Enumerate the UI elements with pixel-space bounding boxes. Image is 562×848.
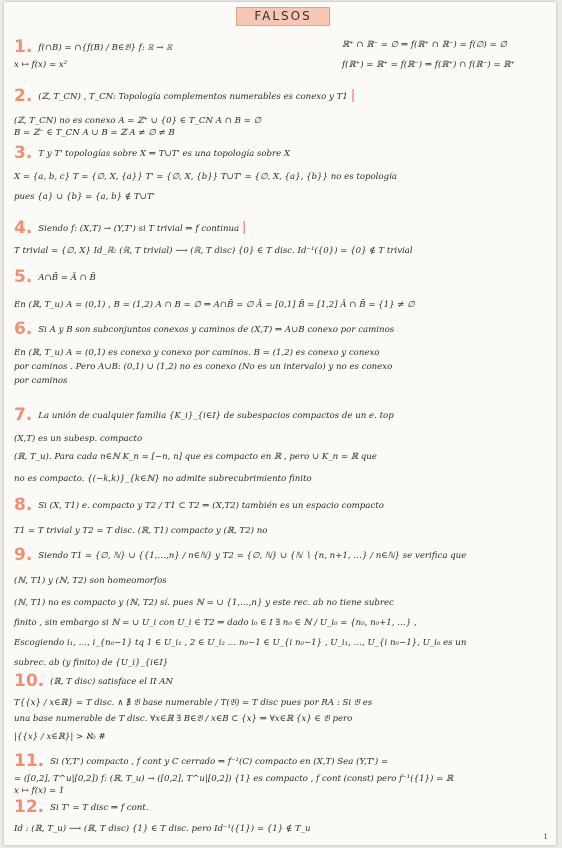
item-8-line-2: T1 = T trivial y T2 = T disc. (ℝ, T1) compacto y (ℝ, T2) no [14, 526, 268, 536]
item-9-line-1 [14, 545, 550, 565]
item-10-line-4: |{{x} / x∈ℝ}| > ℵ₀ # [14, 732, 106, 742]
item-6-line-2: En (ℝ, T_u) A = (0,1) es conexo y conexo por caminos. B = (1,2) es conexo y conexo [14, 348, 380, 358]
item-10-line-1 [14, 671, 550, 691]
item-9-line-5: Escogiendo i₁, …, i_{n₀−1} tq 1 ∈ U_i₁ , 2 ∈ U_i₂ … n₀−1 ∈ U_{i n₀−1} , U_i₁, …, U_{i n₀−1}, U_i₀ es un [14, 638, 467, 648]
item-1-number: 1. [14, 37, 33, 57]
item-7-text-1: La unión de cualquier familia {K_i}_{i∈I} de subespacios compactos de un e. top [38, 411, 394, 421]
item-4-number: 4. [14, 218, 33, 238]
item-6-line-4: por caminos [14, 376, 68, 386]
page-title: FALSOS [236, 7, 330, 26]
item-7-line-3: (ℝ, T_u). Para cada n∈ℕ K_n = [−n, n] que es compacto en ℝ , pero ∪ K_n = ℝ que [14, 452, 377, 462]
highlight-mark: | [241, 220, 247, 235]
item-10-text-1: (ℝ, T disc) satisface el II AN [50, 677, 173, 687]
item-6-text-1: Si A y B son subconjuntos conexos y caminos de (X,T) ⇒ A∪B conexo por caminos [38, 325, 395, 335]
item-1-line-2: x ↦ f(x) = x² [14, 60, 68, 70]
item-11-line-1 [14, 751, 550, 771]
item-4-line-1 [14, 218, 550, 238]
item-6-line-3: por caminos . Pero A∪B: (0,1) ∪ (1,2) no es conexo (No es un intervalo) y no es conexo [14, 362, 393, 372]
item-11-line-2: = ([0,2], T^u|[0,2]) f: (ℝ, T_u) → ([0,2], T^u|[0,2]) {1} es compacto , f cont (const) pero f⁻¹({1}) = ℝ [14, 774, 454, 784]
item-3-text-1: T y T' topologías sobre X ⇒ T∪T' es una topología sobre X [38, 149, 291, 159]
item-3-line-1 [14, 143, 550, 163]
item-8-text-1: Si (X, T1) e. compacto y T2 / T1 ⊂ T2 ⇒ (X,T2) también es un espacio compacto [38, 501, 384, 511]
item-7-line-4: no es compacto. {(−k,k)}_{k∈ℕ} no admite subrecubrimiento finito [14, 474, 312, 484]
item-12-number: 12. [14, 797, 45, 817]
page-number: 1 [543, 833, 548, 841]
item-11-line-3: x ↦ f(x) = 1 [14, 786, 65, 796]
item-12-line-2: Id : (ℝ, T_u) ⟶ (ℝ, T disc) {1} ∈ T disc. pero Id⁻¹({1}) = {1} ∉ T_u [14, 824, 311, 834]
item-7-line-2: (X,T) es un subesp. compacto [14, 434, 143, 444]
item-10-number: 10. [14, 671, 45, 691]
item-12-text-1: Si T' = T disc ⇒ f cont. [50, 803, 149, 813]
item-2-line-1 [14, 86, 550, 106]
item-5-line-2: En (ℝ, T_u) A = (0,1) , B = (1,2) A ∩ B = ∅ ⇒ A∩B̄ = ∅ Ā = [0,1] B̄ = [1,2] Ā ∩ B̄ = {1} ≠ ∅ [14, 300, 415, 310]
item-3-line-3: pues {a} ∪ {b} = {a, b} ∉ T∪T' [14, 192, 155, 202]
item-6-number: 6. [14, 319, 33, 339]
item-2-line-3: B = ℤ⁻ ∈ T_CN A ∪ B = ℤ A ≠ ∅ ≠ B [14, 128, 175, 138]
item-11-number: 11. [14, 751, 45, 771]
notebook-page [4, 2, 556, 845]
item-10-line-2: T{{x} / x∈ℝ} = T disc. ∧ ∄ 𝔅 base numerable / T(𝔅) = T disc pues por RA : Si 𝔅 es [14, 698, 373, 708]
item-9-text-1: Siendo T1 = {∅, ℕ} ∪ {{1,…,n} / n∈ℕ} y T2 = {∅, ℕ} ∪ {ℕ ∖ {n, n+1, …} / n∈ℕ} se verifica que [38, 551, 467, 561]
item-3-line-2: X = {a, b, c} T = {∅, X, {a}} T' = {∅, X, {b}} T∪T' = {∅, X, {a}, {b}} no es topología [14, 172, 397, 182]
item-4-text-1: Siendo f: (X,T) → (Y,T') si T trivial ⇒ f continua [38, 224, 240, 234]
item-2-line-2: (ℤ, T_CN) no es conexo A = ℤ⁺ ∪ {0} ∈ T_CN A ∩ B = ∅ [14, 116, 262, 126]
item-1-right-2: f(ℝ⁺) = ℝ⁺ = f(ℝ⁻) ⇒ f(ℝ⁺) ∩ f(ℝ⁻) = ℝ⁺ [342, 60, 515, 70]
item-5-text-1: A∩B̄ = Ā ∩ B̄ [38, 273, 96, 283]
item-8-number: 8. [14, 495, 33, 515]
item-5-line-1 [14, 267, 550, 287]
item-9-line-2: (ℕ, T1) y (ℕ, T2) son homeomorfos [14, 576, 167, 586]
item-12-line-1 [14, 797, 550, 817]
item-5-number: 5. [14, 267, 33, 287]
item-3-number: 3. [14, 143, 33, 163]
item-10-line-3: una base numerable de T disc. ∀x∈ℝ ∃ B∈𝔅 / x∈B ⊂ {x} ⇒ ∀x∈ℝ {x} ∈ 𝔅 pero [14, 714, 353, 724]
highlight-mark: | [350, 88, 356, 103]
item-7-number: 7. [14, 405, 33, 425]
item-1-right-1: ℝ⁺ ∩ ℝ⁻ = ∅ ⇒ f(ℝ⁺ ∩ ℝ⁻) = f(∅) = ∅ [342, 40, 507, 50]
item-7-line-1 [14, 405, 550, 425]
item-8-line-1 [14, 495, 550, 515]
item-6-line-1 [14, 319, 550, 339]
item-4-line-2: T trivial = {∅, X} Id_ℝ: (ℝ, T trivial) ⟶ (ℝ, T disc) {0} ∈ T disc. Id⁻¹({0}) = {0} ∉ T trivial [14, 246, 413, 256]
item-9-line-6: subrec. ab (y finito) de {U_i}_{i∈I} [14, 658, 169, 668]
item-9-line-4: finito , sin embargo si ℕ = ∪ U_i con U_i ∈ T2 ⇒ dado i₀ ∈ I ∃ n₀ ∈ ℕ / U_i₀ = {n₀, n₀+1, …} , [14, 618, 417, 628]
item-9-line-3: (ℕ, T1) no es compacto y (ℕ, T2) sí. pues ℕ = ∪ {1,…,n} y este rec. ab no tiene subrec [14, 598, 394, 608]
item-1-text-1: f(∩B) = ∩{f(B) / B∈𝔅} f: ℝ → ℝ [38, 43, 173, 53]
item-2-number: 2. [14, 86, 33, 106]
item-9-number: 9. [14, 545, 33, 565]
item-11-text-1: Si (Y,T') compacto , f cont y C cerrado ⇒ f⁻¹(C) compacto en (X,T) Sea (Y,T') = [50, 757, 389, 767]
item-2-text-1: (ℤ, T_CN) , T_CN: Topología complementos numerables es conexo y T1 [38, 92, 348, 102]
